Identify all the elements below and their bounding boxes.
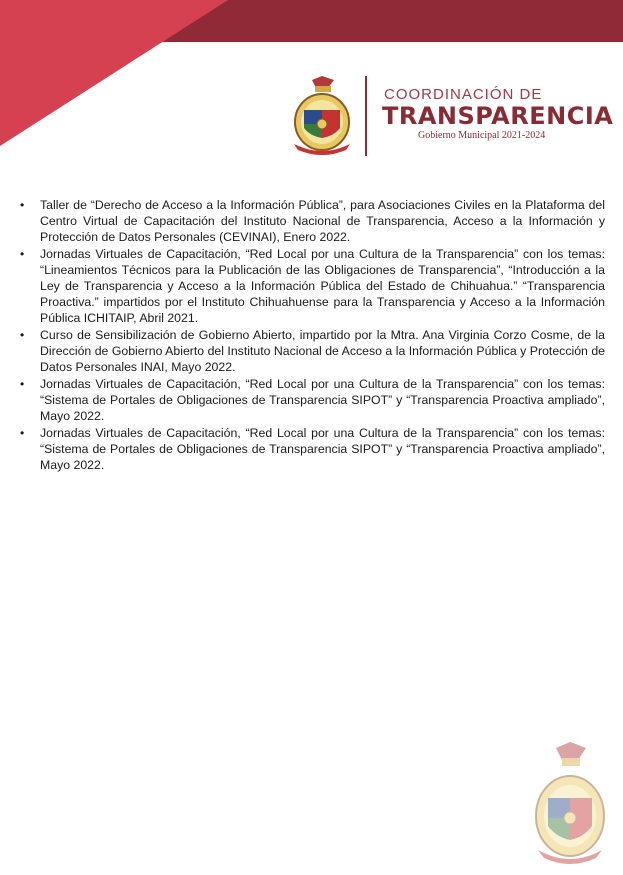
header-divider	[365, 76, 367, 156]
bullet: •	[20, 247, 25, 261]
list-item	[20, 425, 605, 473]
document-body	[20, 197, 605, 474]
bullet: •	[20, 198, 25, 212]
brand-title: TRANSPARENCIA	[382, 102, 614, 130]
training-list	[20, 197, 605, 473]
list-item	[20, 246, 605, 326]
list-item	[20, 327, 605, 375]
brand-subtitle-top: COORDINACIÓN DE	[384, 86, 543, 103]
list-item-text: Taller de “Derecho de Acceso a la Información Pública”, para Asociaciones Civiles en la Plataforma del Centro Virtual de Capacitación del Instituto Nacional de Transparencia, Acceso a la Información y Protección de Datos Personales (CEVINAI), Enero 2022.	[40, 198, 605, 244]
bullet: •	[20, 377, 25, 391]
header-corner-triangle	[0, 0, 230, 150]
list-item-text: Jornadas Virtuales de Capacitación, “Red Local por una Cultura de la Transparencia” con los temas: “Lineamientos Técnicos para la Publicación de las Obligaciones de Transparencia”, “Introducción a la Ley de Transparencia y Acceso a la Información Pública del Estado de Chihuahua.” “Transparencia Proactiva.” impartidos por el Instituto Chihuahuense para la Transparencia y Acceso a la Información Pública ICHITAIP, Abril 2021.	[40, 247, 605, 325]
bullet: •	[20, 426, 25, 440]
coat-of-arms-icon	[288, 74, 356, 156]
list-item	[20, 197, 605, 245]
list-item	[20, 376, 605, 424]
list-item-text: Curso de Sensibilización de Gobierno Abierto, impartido por la Mtra. Ana Virginia Corzo Cosme, de la Dirección de Gobierno Abierto del Instituto Nacional de Acceso a la Información Pública y Protección de Datos Personales INAI, Mayo 2022.	[40, 328, 605, 374]
coat-of-arms-icon	[530, 742, 610, 866]
list-item-text: Jornadas Virtuales de Capacitación, “Red Local por una Cultura de la Transparencia” con los temas: “Sistema de Portales de Obligaciones de Transparencia SIPOT” y “Transparencia Proactiva ampliado”, Mayo 2022.	[40, 426, 605, 472]
brand-subtitle-bottom: Gobierno Municipal 2021-2024	[418, 130, 546, 141]
list-item-text: Jornadas Virtuales de Capacitación, “Red Local por una Cultura de la Transparencia” con los temas: “Sistema de Portales de Obligaciones de Transparencia SIPOT” y “Transparencia Proactiva ampliado”, Mayo 2022.	[40, 377, 605, 423]
bullet: •	[20, 328, 25, 342]
